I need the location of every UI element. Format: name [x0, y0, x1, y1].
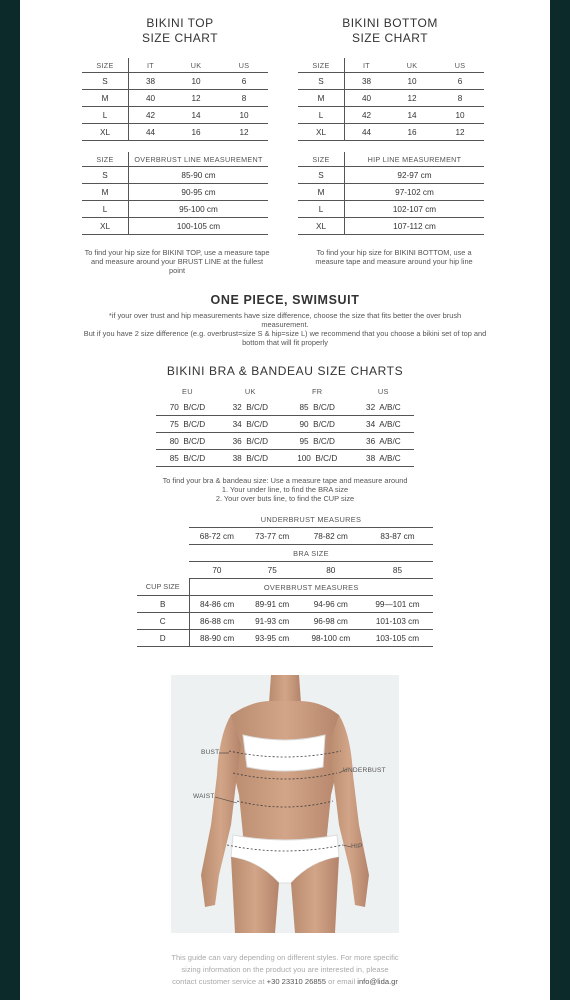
footer-phone: +30 23310 26855 — [266, 977, 326, 986]
bra-conversion-table — [156, 384, 414, 467]
cell: XL — [82, 124, 129, 141]
bikini-bottom-title-line2: SIZE CHART — [351, 31, 429, 45]
cell: 44 — [345, 124, 389, 141]
cell: 34 A/B/C — [353, 416, 414, 433]
size-guide-page — [20, 0, 550, 1000]
cup-letter: B — [137, 596, 189, 613]
cell: 38 — [345, 73, 389, 90]
cell: 12 — [436, 124, 484, 141]
header-fr: FR — [311, 387, 323, 396]
bra-chart-title: BIKINI BRA & BANDEAU SIZE CHARTS — [166, 364, 404, 378]
cell: 93-95 cm — [245, 630, 300, 647]
cell: 36 A/B/C — [353, 433, 414, 450]
cell: 12 — [220, 124, 268, 141]
cell: 38 B/C/D — [219, 450, 282, 467]
blank-cell — [137, 545, 189, 562]
underbust-values-row — [137, 528, 433, 545]
header-size: SIZE — [82, 58, 129, 73]
bra-size-value: 85 — [362, 562, 433, 579]
cell: 8 — [220, 90, 268, 107]
blank-cell — [137, 511, 189, 528]
cell: XL — [298, 218, 345, 235]
table-row — [82, 107, 268, 124]
cell: M — [82, 90, 129, 107]
header-us: US — [436, 58, 484, 73]
table-row — [298, 124, 484, 141]
table-row — [298, 167, 484, 184]
cell: 92-97 cm — [345, 167, 485, 184]
cell: 12 — [388, 90, 436, 107]
header-it: IT — [345, 58, 389, 73]
cell: 32 A/B/C — [353, 399, 414, 416]
cell: 34 B/C/D — [219, 416, 282, 433]
table-header-row — [82, 58, 268, 73]
cell: 16 — [172, 124, 220, 141]
table-row — [137, 613, 433, 630]
header-size: SIZE — [298, 58, 345, 73]
cell: 44 — [129, 124, 173, 141]
table-header-row — [156, 384, 414, 399]
cell: 10 — [388, 73, 436, 90]
cell: 99—101 cm — [362, 596, 433, 613]
cell: 98-100 cm — [300, 630, 362, 647]
table-row — [298, 107, 484, 124]
table-row — [82, 90, 268, 107]
table-row — [156, 399, 414, 416]
table-row — [82, 201, 268, 218]
cell: 6 — [436, 73, 484, 90]
table-row — [156, 450, 414, 467]
cell: 85-90 cm — [129, 167, 269, 184]
bikini-top-size-table — [82, 58, 268, 141]
cell: 107-112 cm — [345, 218, 485, 235]
footer-line3 — [80, 976, 490, 988]
footer-email-text: or email — [328, 977, 356, 986]
bra-instruction-line3: 2. Your over buts line, to find the CUP size — [215, 494, 355, 503]
cell: 100 B/C/D — [282, 450, 353, 467]
right-frame — [550, 0, 570, 1000]
cell: 90-95 cm — [129, 184, 269, 201]
cell: 38 A/B/C — [353, 450, 414, 467]
measurement-photo — [171, 675, 399, 933]
table-row — [298, 218, 484, 235]
cell: 36 B/C/D — [219, 433, 282, 450]
bra-size-label-row — [137, 545, 433, 562]
underbust-label-row — [137, 511, 433, 528]
cell: 16 — [388, 124, 436, 141]
cell: 12 — [172, 90, 220, 107]
table-header-row — [298, 58, 484, 73]
cell: 6 — [220, 73, 268, 90]
cell: 85 B/C/D — [156, 450, 219, 467]
table-header-row — [82, 152, 268, 167]
bikini-bottom-note: To find your hip size for BIKINI BOTTOM, use a measure tape and measure around your hip line — [315, 248, 473, 266]
cell: 100-105 cm — [129, 218, 269, 235]
cell: 8 — [436, 90, 484, 107]
cup-letter: C — [137, 613, 189, 630]
body-figure-illustration — [171, 675, 399, 933]
left-frame — [0, 0, 20, 1000]
table-row — [82, 184, 268, 201]
cell: S — [298, 167, 345, 184]
one-piece-note-1: *if your over trust and hip measurements have size difference, choose the size that fits better the over brush measurement. — [108, 311, 462, 329]
cell: 91-93 cm — [245, 613, 300, 630]
cell: 75 B/C/D — [156, 416, 219, 433]
cell: 88-90 cm — [189, 630, 245, 647]
cell: 102-107 cm — [345, 201, 485, 218]
cell: L — [298, 107, 345, 124]
table-row — [298, 201, 484, 218]
cell: S — [82, 73, 129, 90]
bikini-bottom-title — [325, 16, 455, 46]
header-us: US — [377, 387, 389, 396]
cell: 86-88 cm — [189, 613, 245, 630]
cell: 42 — [129, 107, 173, 124]
table-row — [137, 630, 433, 647]
bikini-top-note: To find your hip size for BIKINI TOP, use a measure tape and measure around your BRUST LINE at the fullest point — [84, 248, 270, 275]
cell: 96-98 cm — [300, 613, 362, 630]
cell: 97-102 cm — [345, 184, 485, 201]
bra-size-row — [137, 562, 433, 579]
waist-label: WAIST — [193, 793, 215, 800]
table-row — [82, 167, 268, 184]
table-row — [137, 596, 433, 613]
cell: 40 — [129, 90, 173, 107]
overbust-label: OVERBRUST MEASURES — [189, 579, 433, 596]
header-uk: UK — [244, 387, 256, 396]
cell: S — [298, 73, 345, 90]
header-size: SIZE — [298, 152, 345, 167]
footer-email-link[interactable]: info@lida.gr — [357, 977, 398, 986]
bra-instruction-line2: 1. Your under line, to find the BRA size — [221, 485, 349, 494]
bra-size-value: 75 — [245, 562, 300, 579]
cell: XL — [298, 124, 345, 141]
cell: 85 B/C/D — [282, 399, 353, 416]
one-piece-title: ONE PIECE, SWIMSUIT — [210, 293, 360, 307]
cell: L — [298, 201, 345, 218]
table-row — [82, 124, 268, 141]
blank-cell — [137, 562, 189, 579]
bikini-bottom-hip-table — [298, 152, 484, 235]
header-size: SIZE — [82, 152, 129, 167]
cell: L — [82, 201, 129, 218]
cell: XL — [82, 218, 129, 235]
cup-header-row — [137, 579, 433, 596]
underbust-value: 78-82 cm — [300, 528, 362, 545]
footer-line1: This guide can vary depending on different styles. For more specific — [171, 953, 399, 962]
cell: S — [82, 167, 129, 184]
bust-label: BUST — [201, 749, 220, 756]
cell: M — [82, 184, 129, 201]
cell: 38 — [129, 73, 173, 90]
header-eu: EU — [182, 387, 193, 396]
header-overbust: OVERBRUST LINE MEASUREMENT — [129, 152, 269, 167]
cup-letter: D — [137, 630, 189, 647]
cell: 14 — [172, 107, 220, 124]
bra-instructions — [100, 476, 470, 503]
header-it: IT — [129, 58, 173, 73]
bra-size-value: 80 — [300, 562, 362, 579]
cup-size-label: CUP SIZE — [137, 579, 189, 596]
bikini-bottom-title-line1: BIKINI BOTTOM — [342, 16, 438, 30]
table-row — [156, 416, 414, 433]
cell: 40 — [345, 90, 389, 107]
cell: 32 B/C/D — [219, 399, 282, 416]
cell: 42 — [345, 107, 389, 124]
cell: 80 B/C/D — [156, 433, 219, 450]
bra-size-label: BRA SIZE — [189, 545, 433, 562]
bikini-top-title-line2: SIZE CHART — [141, 31, 219, 45]
blank-cell — [137, 528, 189, 545]
bikini-top-overbust-table — [82, 152, 268, 235]
header-hip-line: HIP LINE MEASUREMENT — [345, 152, 485, 167]
header-us: US — [220, 58, 268, 73]
table-row — [156, 433, 414, 450]
cell: 10 — [436, 107, 484, 124]
cell: M — [298, 184, 345, 201]
cell: 10 — [220, 107, 268, 124]
underbust-value: 73-77 cm — [245, 528, 300, 545]
header-uk: UK — [172, 58, 220, 73]
underbust-photo-label: UNDERBUST — [343, 767, 386, 774]
cell: 94-96 cm — [300, 596, 362, 613]
table-header-row — [298, 152, 484, 167]
table-row — [82, 218, 268, 235]
table-row — [298, 73, 484, 90]
footer-contact-text: contact customer service at — [172, 977, 265, 986]
cell: 70 B/C/D — [156, 399, 219, 416]
cell: 10 — [172, 73, 220, 90]
cell: 84-86 cm — [189, 596, 245, 613]
cell: 14 — [388, 107, 436, 124]
underbust-value: 68-72 cm — [189, 528, 245, 545]
cell: 89-91 cm — [245, 596, 300, 613]
table-row — [298, 184, 484, 201]
bikini-top-title — [115, 16, 245, 46]
cup-size-table — [137, 511, 433, 647]
cell: 95-100 cm — [129, 201, 269, 218]
header-uk: UK — [388, 58, 436, 73]
cell: M — [298, 90, 345, 107]
cell: 101-103 cm — [362, 613, 433, 630]
footer-line2: sizing information on the product you are interested in, please — [181, 965, 389, 974]
bra-size-value: 70 — [189, 562, 245, 579]
cell: 103-105 cm — [362, 630, 433, 647]
one-piece-note-2: But if you have 2 size difference (e.g. overbrust=size S & hip=size L) we recommend that you choose a bikini set of top and bottom that will fit properly — [83, 329, 487, 347]
bikini-top-title-line1: BIKINI TOP — [146, 16, 214, 30]
bra-instruction-line1: To find your bra & bandeau size: Use a measure tape and measure around — [162, 476, 408, 485]
table-row — [82, 73, 268, 90]
footer-note — [80, 952, 490, 988]
hip-label: HIP — [351, 843, 363, 850]
bikini-bottom-size-table — [298, 58, 484, 141]
cell: L — [82, 107, 129, 124]
table-row — [298, 90, 484, 107]
cell: 90 B/C/D — [282, 416, 353, 433]
underbust-label: UNDERBRUST MEASURES — [189, 511, 433, 528]
underbust-value: 83-87 cm — [362, 528, 433, 545]
cell: 95 B/C/D — [282, 433, 353, 450]
